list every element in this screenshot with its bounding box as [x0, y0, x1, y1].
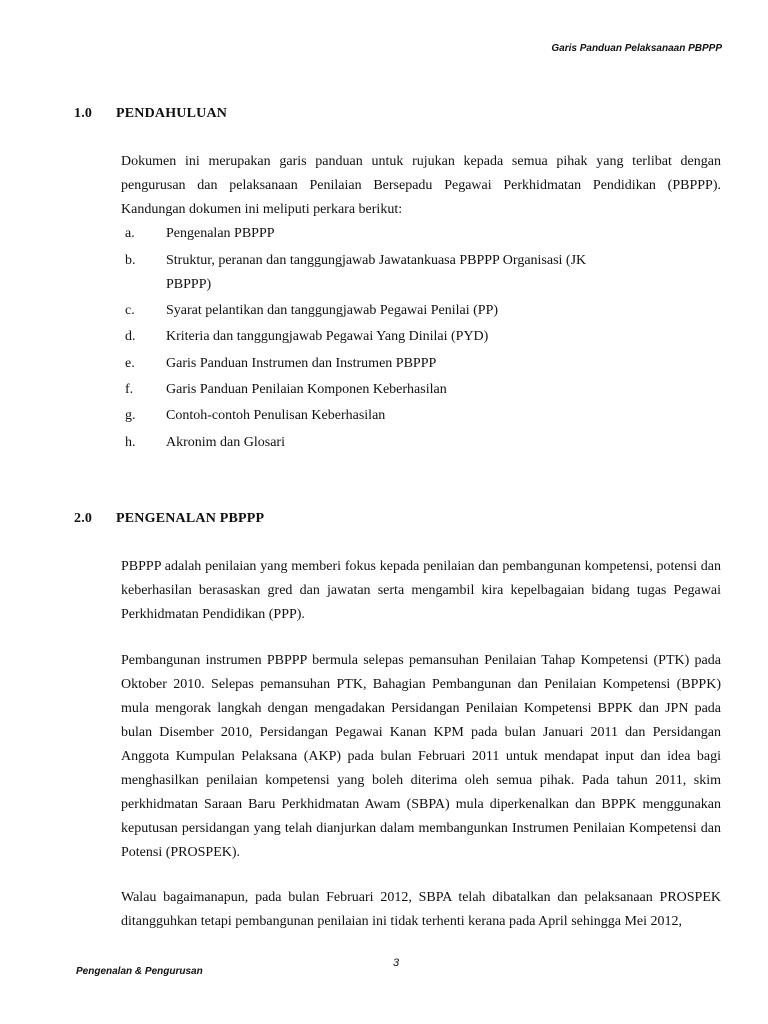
list-item: g. Contoh-contoh Penulisan Keberhasilan: [125, 408, 386, 423]
list-item: e. Garis Panduan Instrumen dan Instrumen PBPPP: [125, 356, 437, 371]
section-2-title: PENGENALAN PBPPP: [116, 511, 265, 526]
footer-text: Pengenalan & Pengurusan: [76, 966, 203, 977]
page-number: 3: [393, 957, 400, 969]
section-2-paragraph-1: PBPPP adalah penilaian yang memberi fokus kepada penilaian dan pembangunan kompetensi, potensi dan keberhasilan berasaskan gred dan jawatan serta mengambil kira kepelbagaian bidang tugas Pegawai Perkhidmatan Pendidikan (PPP).: [121, 559, 721, 622]
section-1-title: PENDAHULUAN: [116, 106, 228, 121]
list-item: h. Akronim dan Glosari: [125, 435, 285, 450]
section-2-paragraph-3: Walau bagaimanapun, pada bulan Februari 2012, SBPA telah dibatalkan dan pelaksanaan PROSPEK ditangguhkan tetapi pembangunan penilaian ini tidak terhenti kerana pada April sehingga Mei 2012,: [121, 890, 721, 929]
list-item: a. Pengenalan PBPPP: [125, 226, 275, 241]
section-2-paragraph-2: Pembangunan instrumen PBPPP bermula selepas pemansuhan Penilaian Tahap Kompetensi (PTK) pada Oktober 2010. Selepas pemansuhan PTK, Bahagian Pembangunan dan Penilaian Kompetensi (BPPK) mula mengorak langkah dengan mengadakan Persidangan Penilaian Kompetensi BPPK dan JPN pada bulan Disember 2010, Persidangan Pegawai Kanan KPM pada bulan Januari 2011 dan Persidangan Anggota Kumpulan Pelaksana (AKP) pada bulan Februari 2011 untuk mendapat input dan idea bagi menghasilkan penilaian kompetensi yang boleh diterima oleh semua pihak. Pada tahun 2011, skim perkhidmatan Saraan Baru Perkhidmatan Awam (SBPA) mula diperkenalkan dan BPPK menggunakan keputusan persidangan yang telah dianjurkan dalam membangunkan Instrumen Penilaian Kompetensi dan Potensi (PROSPEK).: [121, 653, 721, 860]
list-item: c. Syarat pelantikan dan tanggungjawab Pegawai Penilai (PP): [125, 303, 499, 318]
section-2-heading: [74, 511, 264, 527]
running-header: Garis Panduan Pelaksanaan PBPPP: [551, 43, 722, 54]
list-item: d. Kriteria dan tanggungjawab Pegawai Yang Dinilai (PYD): [125, 329, 489, 344]
section-2-number: 2.0: [74, 511, 93, 526]
list-item: f. Garis Panduan Penilaian Komponen Keberhasilan: [125, 382, 447, 397]
section-1-intro: Dokumen ini merupakan garis panduan untuk rujukan kepada semua pihak yang terlibat dengan pengurusan dan pelaksanaan Penilaian Bersepadu Pegawai Perkhidmatan Pendidikan (PBPPP). Kandungan dokumen ini meliputi perkara berikut:: [121, 154, 721, 217]
list-item: b. Struktur, peranan dan tanggungjawab Jawatankuasa PBPPP Organisasi (JK PBPPP): [125, 253, 587, 292]
section-1-number: 1.0: [74, 106, 93, 121]
section-1-heading: [74, 106, 227, 122]
